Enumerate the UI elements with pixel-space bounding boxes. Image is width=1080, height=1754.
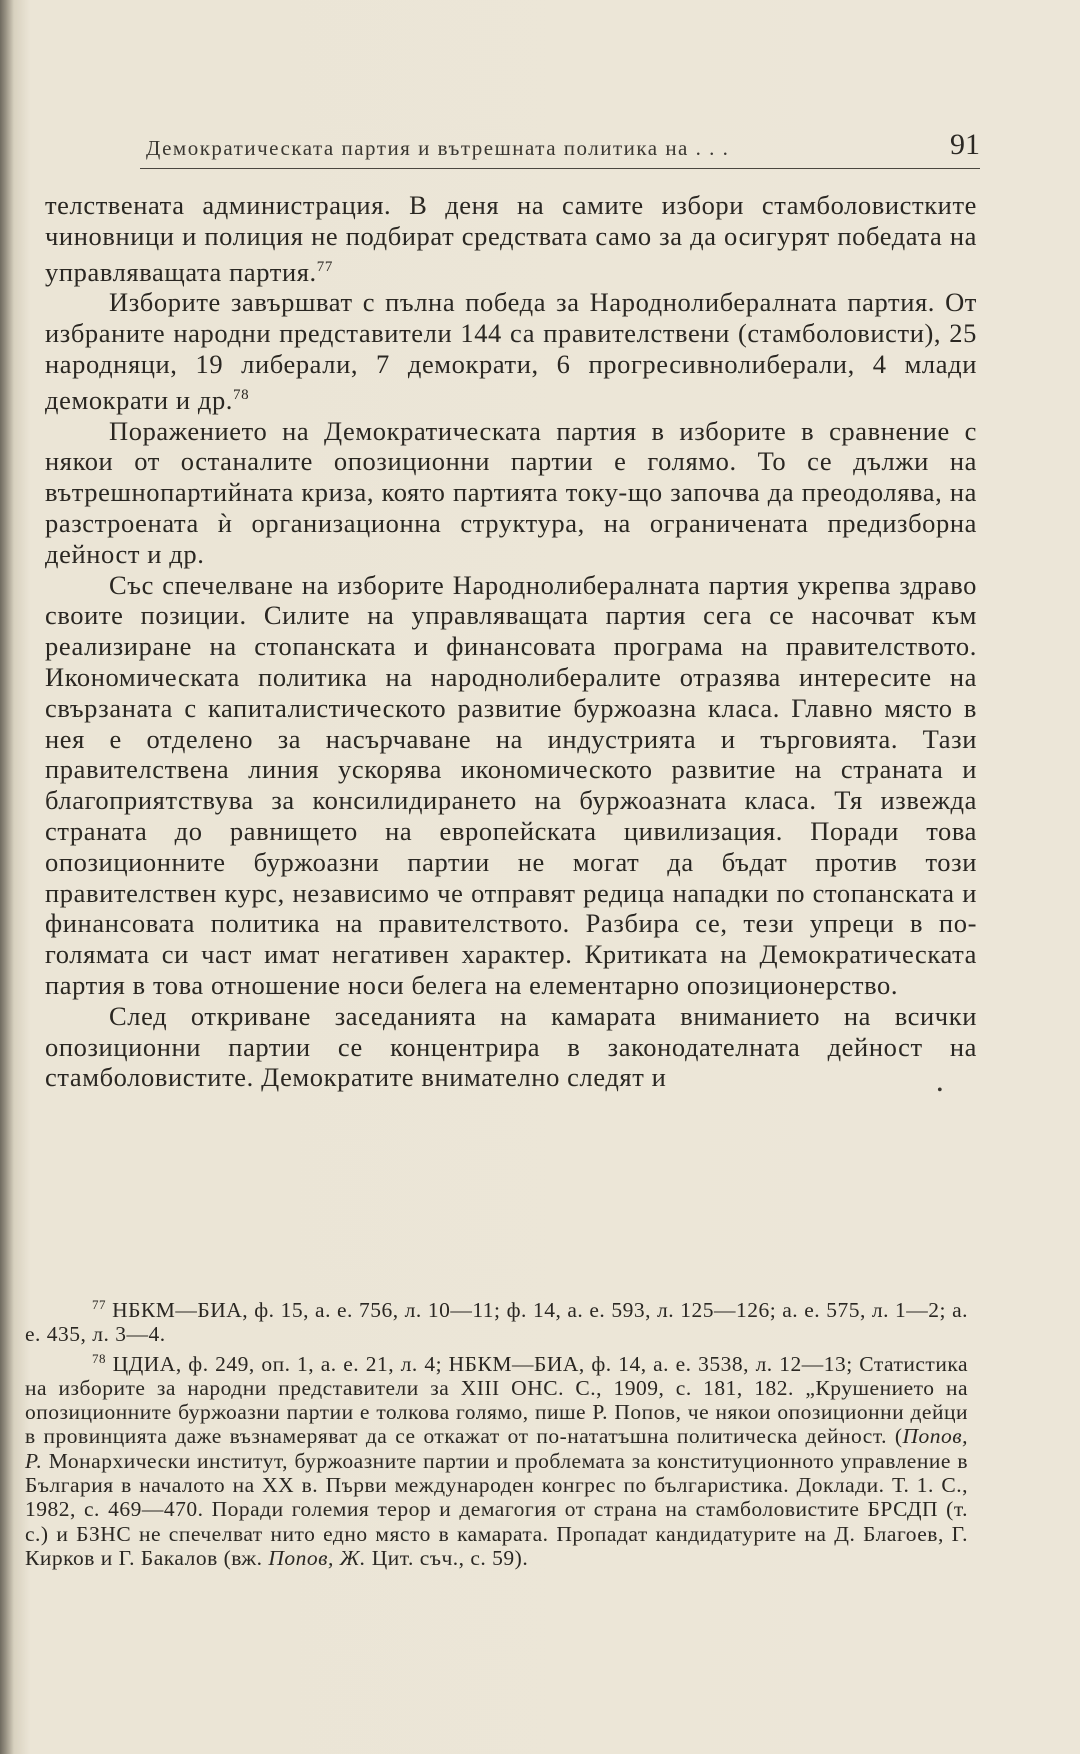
running-head: Демократическата партия и вътрешната политика на . . . xyxy=(146,136,730,160)
margin-mark: • xyxy=(937,1082,943,1099)
main-text xyxy=(45,190,977,1093)
footnote-text: ЦДИА, ф. 249, оп. 1, а. е. 21, л. 4; НБКМ—БИА, ф. 14, а. е. 3538, л. 12—13; Статистика на изборите за народни представители за XIII ОНС. С., 1909, с. 181, 182. „Крушението на опозиционните буржоазни партии е толкова голямо, пише Р. Попов, че някои опозиционни дейци в провинцията даже възнамеряват да се откажат от по-нататъшна политическа дейност. ( xyxy=(25,1351,968,1449)
paragraph: Със спечелване на изборите Народнолибералната партия укрепва здраво своите позиции. Силите на управляващата партия сега се насочват към реализиране на стопанската и финансовата програма на правителството. Икономическата политика на народнолибералите отразява интересите на свързаната с капиталистическото развитие буржоазна класа. Главно място в нея е отделено за насърчаване на индустрията и търговията. Тази правителствена линия ускорява икономическото развитие на страната и благоприятствува за консилидирането на буржоазната класа. Тя извежда страната до равнището на европейската цивилизация. Поради това опозиционните буржоазни партии не могат да бъдат против този правителствен курс, независимо че отправят редица нападки по стопанската и финансовата политика на правителството. Разбира се, тези упреци в по-голямата си част имат негативен характер. Критиката на Демократическата партия в това отношение носи белега на елементарно опозиционерство. xyxy=(45,569,977,1000)
footnote-number: 77 xyxy=(92,1297,106,1312)
footnote-78 xyxy=(25,1347,968,1571)
page-header xyxy=(140,128,980,169)
footnote-text: НБКМ—БИА, ф. 15, а. е. 756, л. 10—11; ф. 14, а. е. 593, л. 125—126; а. е. 575, л. 1—2; а. е. 435, л. 3—4. xyxy=(25,1298,968,1347)
page-number: 91 xyxy=(950,128,980,161)
footnote-text: Цит. съч., с. 59). xyxy=(365,1545,529,1570)
footnotes xyxy=(25,1293,968,1570)
author-name: Попов, Р. xyxy=(25,1424,968,1473)
footnote-ref: 77 xyxy=(316,258,333,275)
footnote-ref: 78 xyxy=(233,386,250,403)
paragraph: Изборите завършват с пълна победа за Народнолибералната партия. От избраните народни представители 144 са правителствени (стамболовисти), 25 народняци, 19 либерали, 7 демократи, 6 прогресивнолиберали, 4 млади демократи и др.$^{78}$ xyxy=(45,287,977,415)
footnote-77 xyxy=(25,1293,968,1347)
footnote-text: Монархически институт, буржоазните партии и проблемата за конституционното управление в България в началото на XX в. Първи международен конгрес по българистика. Доклади. Т. 1. С., 1982, с. 469—470. Поради големия терор и демагогия от страна на стамболовистите БРСДП (т. с.) и БЗНС не спечелват нито едно място в камарата. Пропадат кандидатурите на Д. Благоев, Г. Кирков и Г. Бакалов (вж. xyxy=(25,1448,968,1570)
footnote-number: 78 xyxy=(92,1350,106,1366)
paragraph: телствената администрация. В деня на самите избори стамболовистките чиновници и полиция не подбират средствата само за да осигурят победата на управляващата партия.$^{77}$ xyxy=(45,190,977,287)
paragraph: След откриване заседанията на камарата вниманието на всички опозиционни партии се концентрира в законодателната дейност на стамболовистите. Демократите внимателно следят и xyxy=(45,1000,977,1093)
paragraph: Поражението на Демократическата партия в изборите в сравнение с някои от останалите опозиционни партии е голямо. То се дължи на вътрешнопартийната криза, която партията току-що започва да преодолява, на разстроената ѝ организационна структура, на ограничената предизборна дейност и др. xyxy=(45,415,977,569)
author-name: Попов, Ж. xyxy=(268,1545,366,1570)
